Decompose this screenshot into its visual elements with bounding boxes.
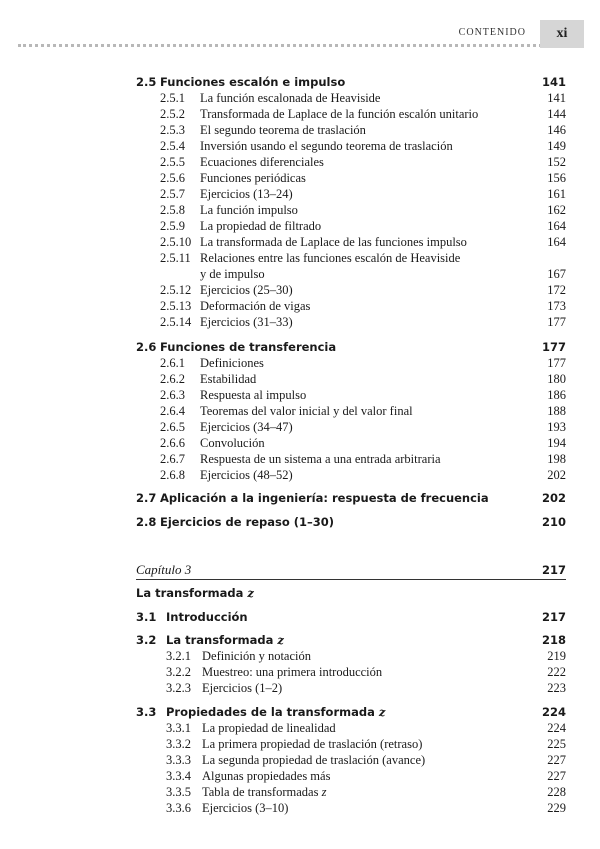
entry-page: 161 [547,187,566,201]
section-number: 2.5 [136,75,157,89]
entry-title: Algunas propiedades más [202,769,331,783]
section-page: 210 [541,515,566,529]
section-title-text: Propiedades de la transformada [166,705,375,719]
toc-entry [136,736,566,752]
entry-number: 2.6.1 [160,356,185,370]
section-title: Funciones de transferencia [160,340,337,354]
entry-number: 2.5.3 [160,123,185,137]
entry-title: Deformación de vigas [200,299,311,313]
toc-entry [136,800,566,816]
toc-entry [136,90,566,106]
toc-entry [136,282,566,298]
entry-page: 146 [547,123,566,137]
entry-title [202,784,326,800]
section-title: Aplicación a la ingeniería: respuesta de frecuencia [160,491,489,505]
entry-number: 2.5.12 [160,283,192,297]
entry-page: 222 [547,665,566,679]
chapter-title-text: La transformada [136,586,244,600]
entry-page: 198 [547,452,566,466]
section-title [166,704,385,720]
toc-entry [136,403,566,419]
section-number: 3.1 [136,610,157,624]
toc-entry-continuation [136,266,566,282]
entry-number: 2.5.10 [160,235,192,249]
entry-page: 219 [547,649,566,663]
entry-number: 3.3.3 [166,753,191,767]
toc-entry [136,784,566,800]
entry-number: 2.5.8 [160,203,185,217]
toc-section-2-6 [136,339,566,355]
entry-title: La propiedad de filtrado [200,219,322,233]
entry-number: 3.3.2 [166,737,191,751]
entry-title: Estabilidad [200,372,257,386]
section-page: 224 [541,705,566,719]
section-page: 218 [541,633,566,647]
section-number: 3.3 [136,705,157,719]
entry-page: 223 [547,681,566,695]
entry-page: 227 [547,753,566,767]
entry-page: 149 [547,139,566,153]
toc-section-2-8 [136,514,566,530]
toc-entry [136,768,566,784]
toc-entry [136,138,566,154]
toc-entry [136,250,566,266]
toc-entry [136,371,566,387]
toc-entry [136,170,566,186]
entry-number: 3.3.5 [166,785,191,799]
toc-entry [136,186,566,202]
page-number: xi [556,26,568,41]
entry-title: Inversión usando el segundo teorema de traslación [200,139,453,153]
entry-title: La transformada de Laplace de las funciones impulso [200,235,467,249]
entry-page: 227 [547,769,566,783]
toc-section-3-3 [136,704,566,720]
entry-number: 2.5.9 [160,219,185,233]
section-page: 202 [541,491,566,505]
section-title: Ejercicios de repaso (1–30) [160,515,335,529]
entry-title: Teoremas del valor inicial y del valor final [200,404,413,418]
entry-title: Convolución [200,436,265,450]
toc-entry [136,451,566,467]
toc-entry [136,154,566,170]
toc-entry [136,314,566,330]
entry-page: 224 [547,721,566,735]
entry-number: 2.6.4 [160,404,185,418]
section-title: Introducción [166,610,248,624]
entry-page: 228 [547,785,566,799]
section-title [166,632,284,648]
toc-entry [136,664,566,680]
toc-entry [136,106,566,122]
section-number: 2.8 [136,515,157,529]
toc-entry [136,435,566,451]
entry-number: 3.3.1 [166,721,191,735]
entry-title: Respuesta al impulso [200,388,307,402]
entry-page: 167 [547,267,566,281]
toc-entry [136,387,566,403]
entry-number: 2.5.5 [160,155,185,169]
entry-title-variable: z [321,785,327,799]
entry-page: 229 [547,801,566,815]
entry-number: 2.5.7 [160,187,185,201]
entry-title-continued: y de impulso [200,267,265,281]
section-page: 141 [541,75,566,89]
toc-entry [136,752,566,768]
entry-number: 2.6.8 [160,468,185,482]
entry-page: 225 [547,737,566,751]
entry-title: Definición y notación [202,649,311,663]
entry-page: 180 [547,372,566,386]
entry-title: Respuesta de un sistema a una entrada arbitraria [200,452,441,466]
entry-title: Ejercicios (34–47) [200,420,293,434]
toc-entry [136,122,566,138]
entry-title: Ejercicios (3–10) [202,801,289,815]
toc-entry [136,234,566,250]
entry-page: 173 [547,299,566,313]
entry-number: 2.5.14 [160,315,192,329]
toc-entry [136,648,566,664]
entry-title: Ejercicios (48–52) [200,468,293,482]
header-label: CONTENIDO [458,27,526,38]
entry-number: 3.3.4 [166,769,191,783]
entry-page: 172 [547,283,566,297]
entry-number: 2.5.13 [160,299,192,313]
entry-page: 164 [547,219,566,233]
section-title-variable: z [277,633,284,647]
entry-page: 164 [547,235,566,249]
entry-title: Ecuaciones diferenciales [200,155,324,169]
entry-number: 3.3.6 [166,801,191,815]
toc-section-2-7 [136,490,566,506]
toc-entry [136,202,566,218]
entry-title: Ejercicios (1–2) [202,681,283,695]
section-page: 217 [541,610,566,624]
entry-title: Ejercicios (13–24) [200,187,293,201]
entry-number: 3.2.2 [166,665,191,679]
chapter-title-variable: z [247,586,254,600]
toc-entry [136,467,566,483]
entry-title: El segundo teorema de traslación [200,123,366,137]
toc-entry [136,680,566,696]
entry-number: 2.5.2 [160,107,185,121]
entry-page: 186 [547,388,566,402]
entry-title: La primera propiedad de traslación (retraso) [202,737,423,751]
entry-number: 2.6.5 [160,420,185,434]
chapter-title [136,585,566,601]
section-page: 177 [541,340,566,354]
entry-page: 144 [547,107,566,121]
toc-entry [136,419,566,435]
entry-page: 156 [547,171,566,185]
entry-number: 2.5.4 [160,139,185,153]
toc-entry [136,218,566,234]
section-title: Funciones escalón e impulso [160,75,346,89]
section-number: 2.6 [136,340,157,354]
toc-section-2-5 [136,74,566,90]
toc-section-3-2 [136,632,566,648]
entry-title: La propiedad de linealidad [202,721,336,735]
entry-page: 193 [547,420,566,434]
entry-page: 202 [547,468,566,482]
chapter-heading [136,561,566,579]
entry-number: 2.5.11 [160,251,191,265]
entry-number: 2.6.2 [160,372,185,386]
entry-title: Definiciones [200,356,264,370]
entry-title: Transformada de Laplace de la función escalón unitario [200,107,479,121]
section-title-text: La transformada [166,633,274,647]
entry-title: Muestreo: una primera introducción [202,665,383,679]
chapter-page: 217 [541,563,566,577]
entry-page: 152 [547,155,566,169]
entry-title: La segunda propiedad de traslación (avance) [202,753,426,767]
toc-entry [136,355,566,371]
chapter-rule [136,579,566,580]
entry-title-text: Tabla de transformadas [202,785,319,799]
section-number: 2.7 [136,491,157,505]
entry-number: 2.6.7 [160,452,185,466]
entry-page: 177 [547,356,566,370]
entry-number: 2.5.1 [160,91,185,105]
entry-title: Ejercicios (31–33) [200,315,293,329]
entry-page: 141 [547,91,566,105]
entry-page: 177 [547,315,566,329]
entry-title: Relaciones entre las funciones escalón de Heaviside [200,251,461,265]
entry-number: 2.6.6 [160,436,185,450]
section-number: 3.2 [136,633,157,647]
chapter-label: Capítulo 3 [136,562,192,577]
toc-section-3-1 [136,609,566,625]
entry-page: 188 [547,404,566,418]
entry-page: 162 [547,203,566,217]
entry-page: 194 [547,436,566,450]
entry-number: 2.5.6 [160,171,185,185]
entry-title: La función impulso [200,203,298,217]
entry-title: Ejercicios (25–30) [200,283,293,297]
entry-number: 3.2.3 [166,681,191,695]
entry-number: 2.6.3 [160,388,185,402]
entry-title: La función escalonada de Heaviside [200,91,381,105]
toc-entry [136,298,566,314]
toc-entry [136,720,566,736]
entry-title: Funciones periódicas [200,171,306,185]
entry-number: 3.2.1 [166,649,191,663]
section-title-variable: z [378,705,386,719]
